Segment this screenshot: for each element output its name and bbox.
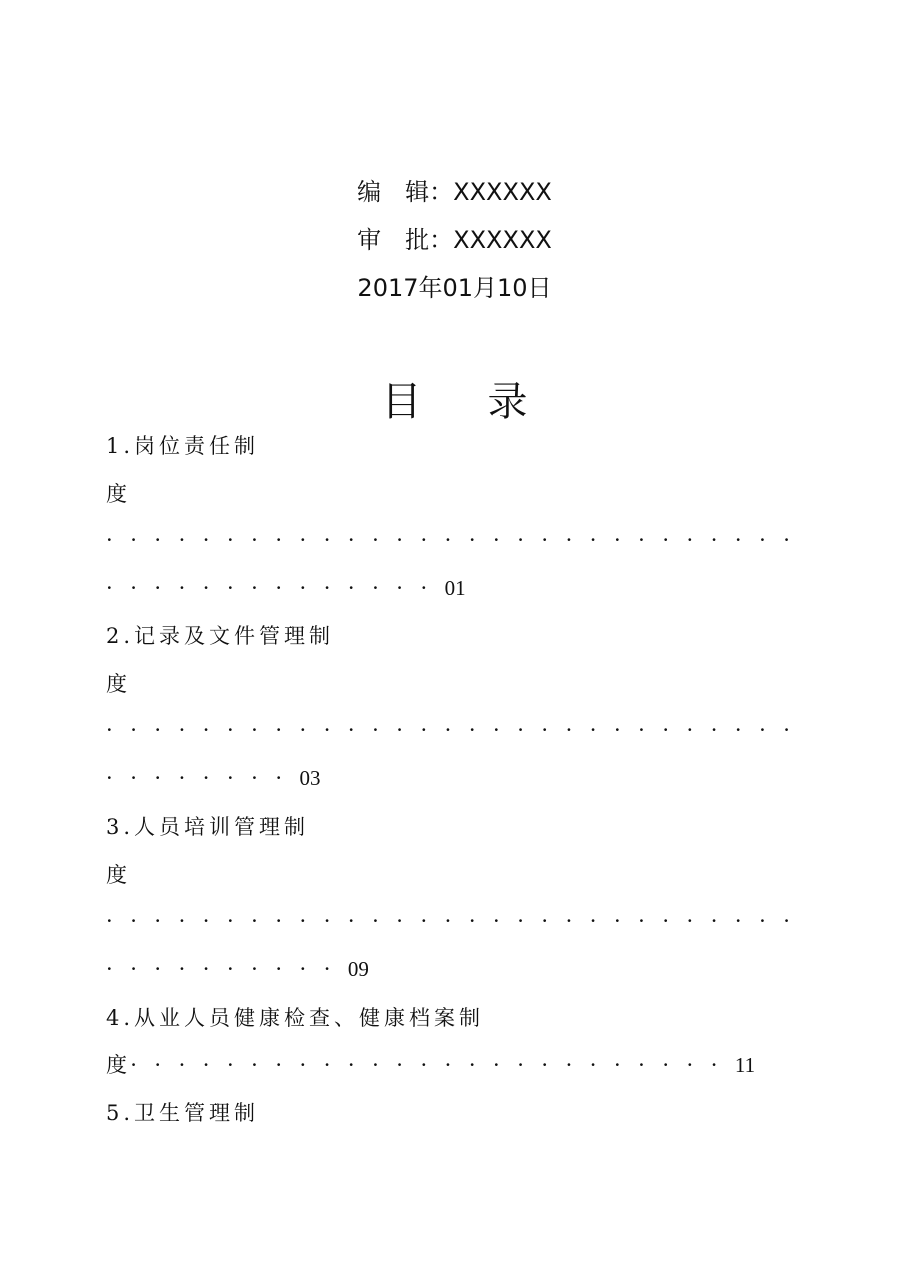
leader-dot: · — [106, 718, 113, 742]
leader-dot: · — [734, 528, 742, 552]
leader-dot: · — [565, 909, 573, 933]
leader-dot: · — [251, 957, 258, 981]
leader-dot: · — [251, 576, 258, 600]
leader-dot: · — [710, 909, 718, 933]
leader-dot: · — [468, 1053, 476, 1077]
leader-dot: · — [613, 718, 621, 742]
leader-dot: · — [178, 766, 186, 790]
leader-dot: · — [734, 909, 742, 933]
leader-dot: · — [493, 718, 500, 742]
leader-dot: · — [275, 766, 282, 790]
leader-dot: · — [226, 576, 234, 600]
leader-dot: · — [299, 718, 307, 742]
leader-dot: · — [130, 766, 137, 790]
leader-dot: · — [323, 576, 331, 600]
leader-dot: · — [323, 957, 331, 981]
leader-dot: · — [275, 576, 282, 600]
leader-dot: · — [299, 528, 307, 552]
leader-dot: · — [565, 718, 573, 742]
leader-dot: · — [130, 909, 137, 933]
leader-dot: · — [275, 957, 282, 981]
toc-entry-title[interactable]: 4.从业人员健康检查、健康档案制 — [106, 1006, 485, 1030]
toc-page-number[interactable]: 01 — [444, 576, 466, 600]
leader-dot: · — [372, 576, 379, 600]
leader-dot: · — [347, 528, 355, 552]
leader-dot: · — [275, 1053, 282, 1077]
leader-dot: · — [323, 528, 331, 552]
document-date: 2017年01月10日 — [357, 274, 552, 302]
toc-entry-title-cont: 度 — [106, 672, 127, 696]
leader-dot: · — [226, 718, 234, 742]
leader-dot: · — [106, 909, 113, 933]
leader-dot: · — [734, 718, 742, 742]
leader-dot: · — [372, 528, 379, 552]
leader-dot: · — [226, 1053, 234, 1077]
leader-dot: · — [178, 909, 186, 933]
leader-dot: · — [202, 528, 210, 552]
leader-dot: · — [154, 909, 162, 933]
leader-dot: · — [541, 528, 549, 552]
leader-dot: · — [759, 718, 766, 742]
toc-title-left: 目 — [381, 379, 422, 425]
editor-value: XXXXXX — [453, 178, 552, 206]
toc-page-number[interactable]: 11 — [734, 1053, 756, 1077]
leader-dot: · — [444, 718, 452, 742]
editor-label: 编 辑： — [357, 178, 454, 206]
toc-entry-title[interactable]: 3.人员培训管理制 — [106, 815, 310, 839]
leader-dot: · — [420, 576, 428, 600]
leader-dot: · — [323, 1053, 331, 1077]
leader-dot: · — [444, 909, 452, 933]
leader-dot: · — [444, 528, 452, 552]
leader-dot: · — [226, 528, 234, 552]
approver-value: XXXXXX — [453, 226, 552, 254]
leader-dot: · — [106, 957, 113, 981]
leader-dot: · — [178, 576, 186, 600]
leader-dot: · — [372, 1053, 379, 1077]
leader-dot: · — [178, 957, 186, 981]
leader-dot: · — [541, 1053, 549, 1077]
leader-dot: · — [589, 909, 597, 933]
toc-entry-title[interactable]: 1.岗位责任制 — [106, 434, 260, 458]
leader-dot: · — [299, 1053, 307, 1077]
leader-dot: · — [251, 718, 258, 742]
toc-leader-dots — [106, 574, 466, 602]
leader-dot: · — [347, 909, 355, 933]
leader-dot: · — [130, 576, 137, 600]
leader-dot: · — [759, 528, 766, 552]
leader-dot: · — [493, 528, 500, 552]
toc-title-right: 录 — [487, 379, 528, 425]
toc-entry-title-cont: 度 — [106, 482, 127, 506]
leader-dot: · — [372, 909, 379, 933]
leader-dot: · — [202, 718, 210, 742]
leader-dot: · — [493, 909, 500, 933]
leader-dot: · — [662, 718, 669, 742]
leader-dot: · — [154, 528, 162, 552]
leader-dot: · — [226, 909, 234, 933]
leader-dot: · — [178, 718, 186, 742]
leader-dot: · — [251, 528, 258, 552]
leader-dot: · — [106, 576, 113, 600]
leader-dot: · — [347, 718, 355, 742]
leader-dot: · — [299, 909, 307, 933]
leader-dot: · — [299, 957, 307, 981]
leader-dot: · — [710, 1053, 718, 1077]
toc-leader-dots — [106, 907, 807, 935]
leader-dot: · — [565, 1053, 573, 1077]
leader-dot: · — [226, 957, 234, 981]
leader-dot: · — [589, 1053, 597, 1077]
leader-dot: · — [106, 528, 113, 552]
leader-dot: · — [130, 528, 137, 552]
leader-dot: · — [130, 718, 137, 742]
leader-dot: · — [613, 528, 621, 552]
toc-title — [0, 378, 909, 426]
leader-dot: · — [154, 576, 162, 600]
leader-dot: · — [299, 576, 307, 600]
leader-dot: · — [541, 718, 549, 742]
leader-dot: · — [178, 528, 186, 552]
leader-dot: · — [202, 1053, 210, 1077]
leader-dot: · — [783, 909, 790, 933]
leader-dot: · — [710, 718, 718, 742]
leader-dot: · — [686, 528, 694, 552]
leader-dot: · — [178, 1053, 186, 1077]
leader-dot: · — [710, 528, 718, 552]
toc-page-number[interactable]: 03 — [299, 766, 321, 790]
toc-leader-dots — [106, 716, 807, 744]
leader-dot: · — [468, 718, 476, 742]
leader-dot: · — [420, 909, 428, 933]
leader-dot: · — [202, 909, 210, 933]
leader-dot: · — [154, 957, 162, 981]
leader-dot: · — [517, 528, 524, 552]
leader-dot: · — [686, 1053, 694, 1077]
leader-dot: · — [517, 909, 524, 933]
leader-dot: · — [444, 1053, 452, 1077]
leader-dot: · — [420, 718, 428, 742]
leader-dot: · — [396, 576, 403, 600]
leader-dot: · — [638, 909, 645, 933]
leader-dot: · — [396, 909, 403, 933]
leader-dot: · — [347, 1053, 355, 1077]
leader-dot: · — [323, 718, 331, 742]
leader-dot: · — [662, 909, 669, 933]
leader-dot: · — [154, 718, 162, 742]
toc-leader-dots — [106, 526, 807, 554]
leader-dot: · — [589, 718, 597, 742]
toc-page-number[interactable]: 09 — [347, 957, 369, 981]
approver-line — [0, 226, 909, 254]
leader-dot: · — [638, 528, 645, 552]
leader-dot: · — [783, 528, 790, 552]
toc-leader-dots — [106, 764, 321, 792]
editor-line — [0, 178, 909, 206]
leader-dot: · — [251, 1053, 258, 1077]
leader-dot: · — [323, 909, 331, 933]
leader-dot: · — [783, 718, 790, 742]
leader-dot: · — [759, 909, 766, 933]
leader-dot: · — [275, 718, 282, 742]
toc-leader-dots — [106, 955, 369, 983]
leader-dot: · — [638, 1053, 645, 1077]
date-line — [0, 274, 909, 302]
leader-dot: · — [638, 718, 645, 742]
approver-label: 审 批： — [357, 226, 454, 254]
leader-dot: · — [517, 718, 524, 742]
toc-entry-title-cont: 度 — [106, 863, 127, 887]
leader-dot: · — [275, 528, 282, 552]
toc-entry-title[interactable]: 2.记录及文件管理制 — [106, 624, 335, 648]
leader-dot: · — [275, 909, 282, 933]
leader-dot: · — [396, 718, 403, 742]
leader-dot: · — [589, 528, 597, 552]
leader-dot: · — [517, 1053, 524, 1077]
leader-dot: · — [130, 1053, 137, 1077]
leader-dot: · — [106, 766, 113, 790]
leader-dot: · — [468, 909, 476, 933]
leader-dot: · — [202, 576, 210, 600]
leader-dot: · — [541, 909, 549, 933]
leader-dot: · — [493, 1053, 500, 1077]
leader-dot: · — [686, 909, 694, 933]
leader-dot: · — [202, 957, 210, 981]
leader-dot: · — [565, 528, 573, 552]
leader-dot: · — [686, 718, 694, 742]
leader-dot: · — [613, 909, 621, 933]
toc-entry-title-cont: 度 — [106, 1053, 127, 1077]
leader-dot: · — [154, 1053, 162, 1077]
leader-dot: · — [396, 528, 403, 552]
leader-dot: · — [420, 528, 428, 552]
leader-dot: · — [372, 718, 379, 742]
leader-dot: · — [347, 576, 355, 600]
toc-entry-title-cont-line — [106, 1051, 755, 1079]
toc-entry-title[interactable]: 5.卫生管理制 — [106, 1101, 260, 1125]
leader-dot: · — [202, 766, 210, 790]
leader-dot: · — [226, 766, 234, 790]
leader-dot: · — [251, 766, 258, 790]
leader-dot: · — [468, 528, 476, 552]
leader-dot: · — [154, 766, 162, 790]
leader-dot: · — [662, 1053, 669, 1077]
leader-dot: · — [130, 957, 137, 981]
leader-dot: · — [662, 528, 669, 552]
leader-dot: · — [251, 909, 258, 933]
leader-dot: · — [613, 1053, 621, 1077]
leader-dot: · — [420, 1053, 428, 1077]
leader-dot: · — [396, 1053, 403, 1077]
